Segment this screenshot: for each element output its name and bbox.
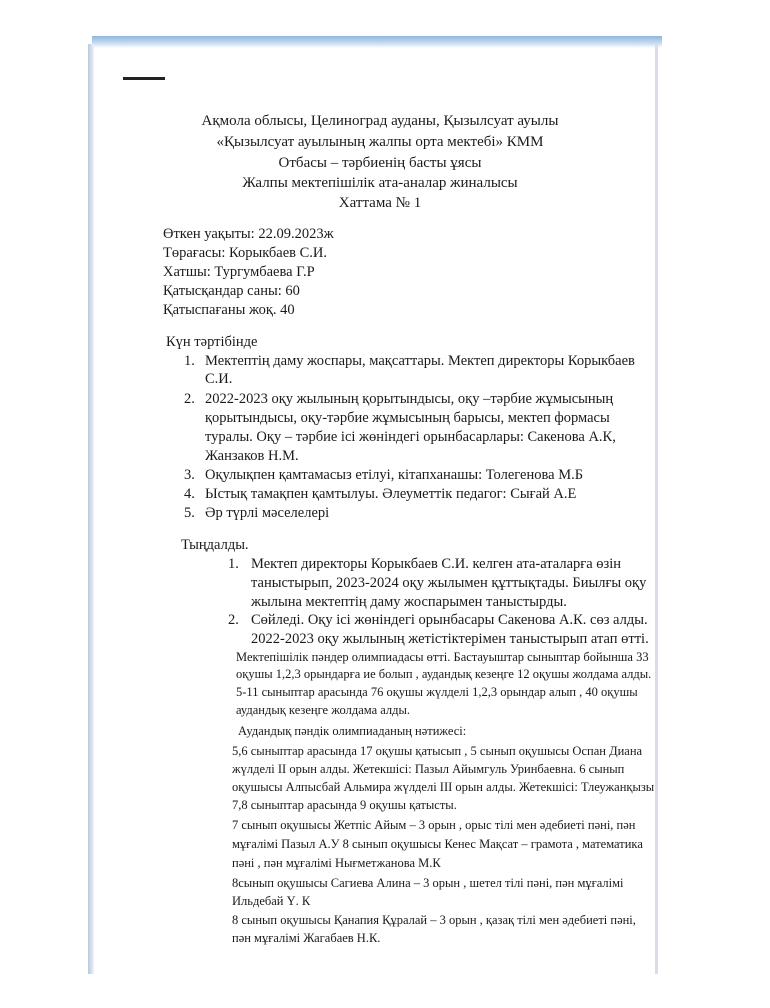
agenda-item-text: Жанзаков Н.М. [205,448,299,464]
heard-item-text: жылына мектептің даму жоспарымен таныстырды. [251,594,567,610]
detail-line: Аудандық пәндік олимпиаданың нәтижесі: [238,724,467,738]
meta-secretary: Хатшы: Тургумбаева Г.Р [163,264,315,280]
agenda-item-number: 3. [184,467,195,483]
agenda-item-text: 2022-2023 оқу жылының қорытындысы, оқу –тәрбие жұмысының [205,391,614,407]
detail-line: 8 сынып оқушысы Қанапия Құралай – 3 орын , қазақ тілі мен әдебиеті пәні, [232,913,636,927]
agenda-item-number: 5. [184,505,195,521]
heard-title: Тыңдалды. [181,537,249,553]
agenda-item-number: 1. [184,353,195,369]
header-school: «Қызылсуат ауылының жалпы орта мектебі» КММ [216,134,544,150]
heard-item-number: 2. [228,612,239,628]
meta-chair: Төрағасы: Корыкбаев С.И. [163,245,327,261]
header-region: Ақмола облысы, Целиноград ауданы, Қызылсуат ауылы [201,113,559,129]
detail-line: пәні , пән мұғалімі Нығметжанова М.К [232,856,441,870]
agenda-item-text: Оқулықпен қамтамасыз етілуі, кітапханашы: Толегенова М.Б [205,467,584,483]
meta-present: Қатысқандар саны: 60 [163,283,300,299]
heard-item-number: 1. [228,556,239,572]
detail-line: 8сынып оқушысы Сагиева Алина – 3 орын , шетел тілі пәні, пән мұғалімі [232,876,624,890]
detail-line: 5,6 сыныптар арасында 17 оқушы қатысып , 5 сынып оқушысы Оспан Диана [232,744,643,758]
detail-line: оқушысы Алпысбай Альмира жүлделі ІІІ орын алды. Жетекшісі: Тлеужанқызы [232,780,655,794]
heard-item-text: Мектеп директоры Корыкбаев С.И. келген ата-аталарға өзін [251,556,622,572]
meta-date: Өткен уақыты: 22.09.2023ж [163,226,334,242]
detail-line: жүлделі ІІ орын алды. Жетекшісі: Пазыл Айымгуль Уринбаевна. 6 сынып [232,762,625,776]
agenda-item-text: Мектептің даму жоспары, мақсаттары. Мектеп директоры Корыкбаев [205,353,635,369]
detail-line: пән мұғалімі Жагабаев Н.К. [232,931,381,945]
detail-line: 7,8 сыныптар арасында 9 оқушы қатысты. [232,798,457,812]
agenda-item-text: Ыстық тамақпен қамтылуы. Әлеуметтік педагог: Сығай А.Е [205,486,577,502]
detail-line: оқушы 1,2,3 орындарға ие болып , аудандық кезеңге 12 оқушы жолдама алды. [236,667,652,681]
header-protocol-number: Хаттама № 1 [338,195,422,211]
agenda-item-text: туралы. Оқу – тәрбие ісі жөніндегі орынбасарлары: Сакенова А.К, [205,429,616,445]
header-motto: Отбасы – тәрбиенің басты ұясы [278,155,482,171]
heard-item-text: таныстырып, 2023-2024 оқу жылымен құттықтады. Биылғы оқу [251,575,647,591]
detail-line: Мектепішілік пәндер олимпиадасы өтті. Бастауыштар сыныптар бойынша 33 [236,650,649,664]
detail-line: мұғалімі Пазыл А.У 8 сынып оқушысы Кенес Мақсат – грамота , математика [232,837,643,851]
agenda-item-number: 2. [184,391,195,407]
heard-item-text: 2022-2023 оқу жылының жетістіктерімен таныстырып атап өтті. [251,631,649,647]
agenda-item-number: 4. [184,486,195,502]
detail-line: 5-11 сыныптар арасында 76 оқушы жүлделі 1,2,3 орындар алып , 40 оқушы [236,685,638,699]
detail-line: аудандық кезеңге жолдама алды. [236,703,411,717]
header-meeting-title: Жалпы мектепішілік ата-аналар жиналысы [242,175,518,191]
detail-line: Ильдебай Ү. К [232,894,311,908]
detail-line: 7 сынып оқушысы Жетпіс Айым – 3 орын , орыс тілі мен әдебиеті пәні, пән [232,818,636,832]
agenda-item-text: С.И. [205,371,233,387]
agenda-title: Күн тәртібінде [166,334,258,350]
agenda-item-text: қорытындысы, оқу-тәрбие жұмысының барысы, мектеп формасы [205,410,610,426]
meta-absent: Қатыспағаны жоқ. 40 [163,302,295,318]
heard-item-text: Сөйледі. Оқу ісі жөніндегі орынбасары Сакенова А.К. сөз алды. [251,612,648,628]
agenda-item-text: Әр түрлі мәселелері [205,505,330,521]
